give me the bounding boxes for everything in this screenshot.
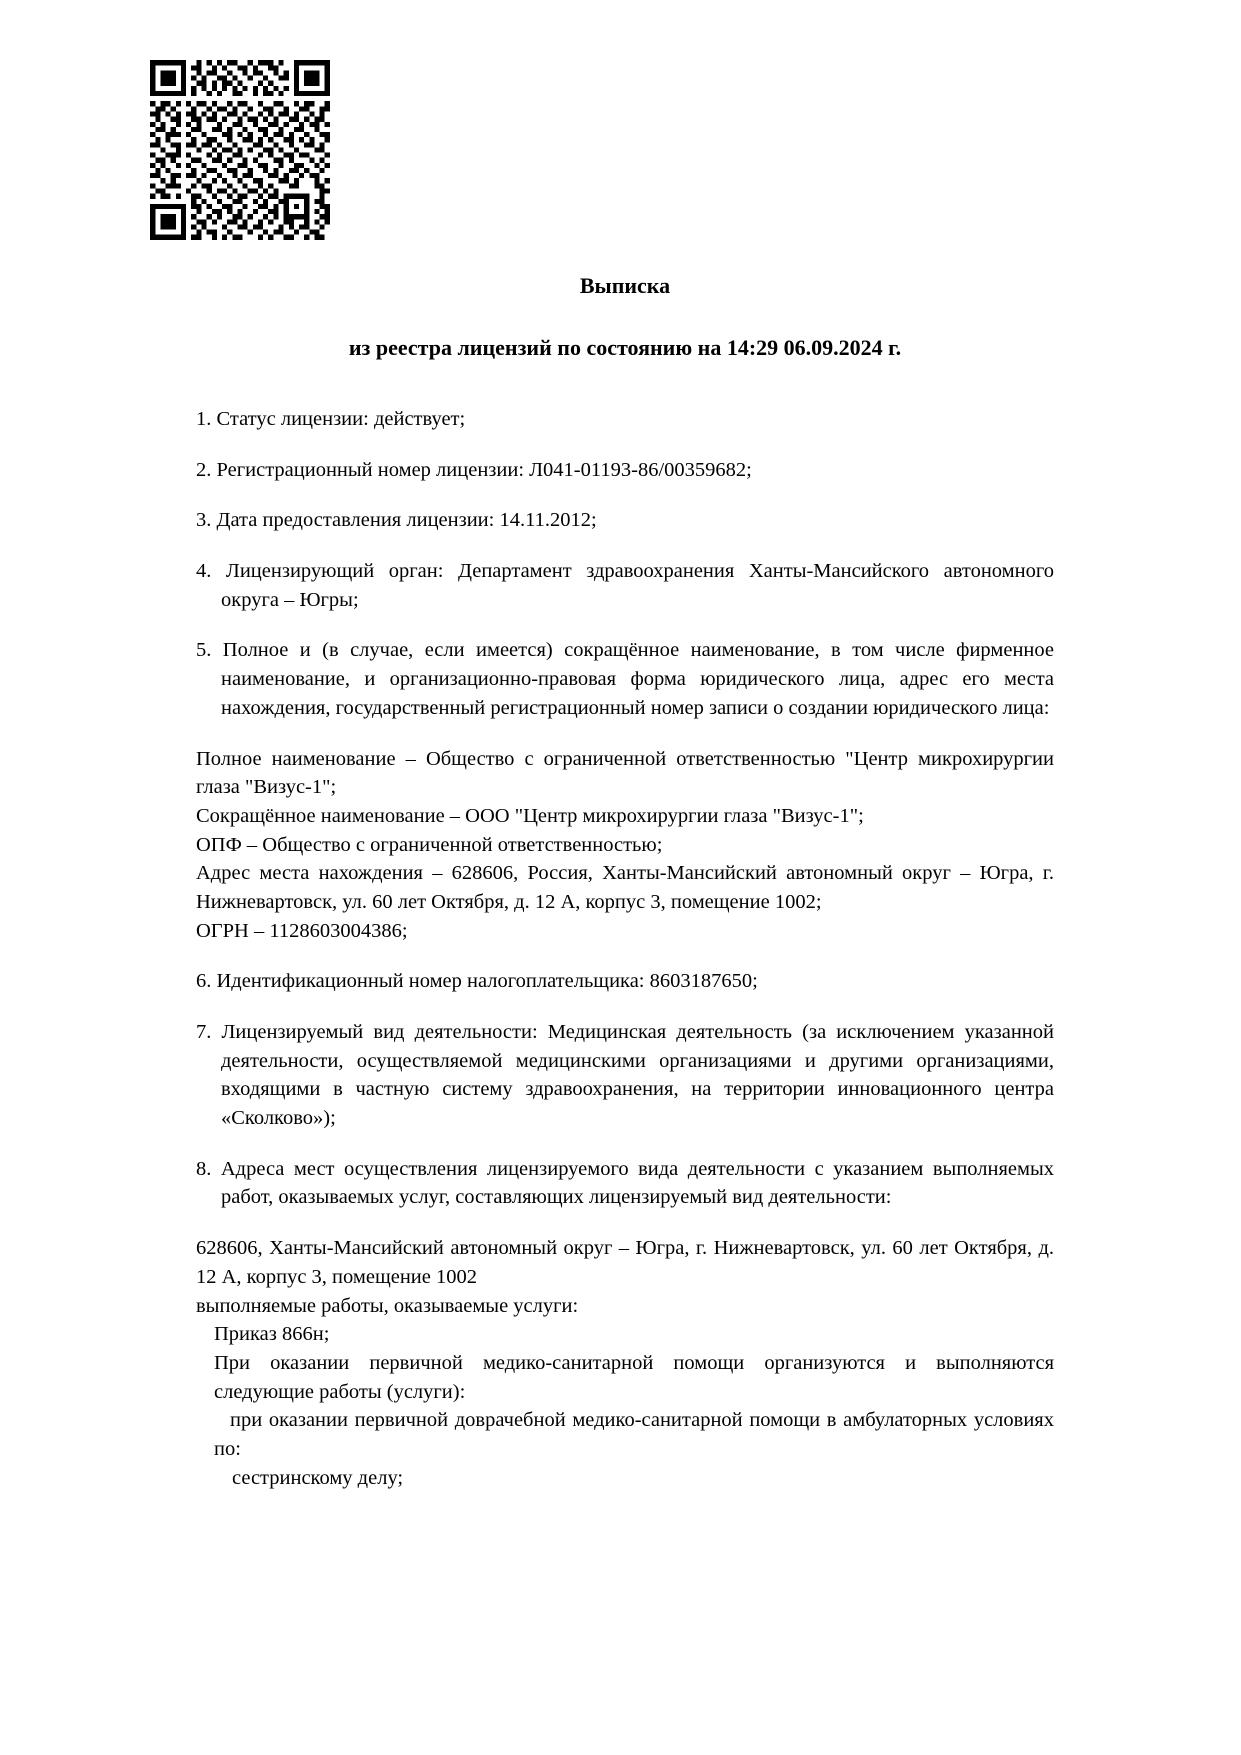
qr-code-icon: [145, 55, 335, 245]
taxpayer-inn: 6. Идентификационный номер налогоплательщика: 8603187650;: [196, 970, 758, 993]
activity-address: 628606, Ханты-Мансийский автономный округ – Югра, г. Нижневартовск, ул. 60 лет Октября, д. 12 А, корпус 3, помещение 1002: [196, 1237, 1054, 1288]
license-issue-date: 3. Дата предоставления лицензии: 14.11.2012;: [196, 509, 597, 532]
entity-address: Адрес места нахождения – 628606, Россия, Ханты-Мансийский автономный округ – Югра, г. Нижневартовск, ул. 60 лет Октября, д. 12 А, корпус 3, помещение 1002;: [196, 862, 1054, 913]
entity-name-heading: 5. Полное и (в случае, если имеется) сокращённое наименование, в том числе фирменное наименование, и организационно-правовая форма юридического лица, адрес его места нахождения, государственный регистрационный номер записи о создании юридического лица:: [196, 639, 1054, 719]
pre-medical-care-text: при оказании первичной доврачебной медико-санитарной помощи в амбулаторных условиях по:: [214, 1409, 1054, 1460]
works-services-header: выполняемые работы, оказываемые услуги:: [196, 1294, 579, 1317]
entity-legal-form: ОПФ – Общество с ограниченной ответственностью;: [196, 833, 663, 856]
activity-addresses-heading: 8. Адреса мест осуществления лицензируемого вида деятельности с указанием выполняемых работ, оказываемых услуг, составляющих лицензируемый вид деятельности:: [196, 1157, 1054, 1209]
entity-details: [196, 745, 1054, 946]
page-title: Выписка: [579, 273, 671, 298]
entity-full-name: Полное наименование – Общество с ограниченной ответственностью "Центр микрохирургии глаза "Визус-1";: [196, 747, 1054, 799]
licensed-activity-type: 7. Лицензируемый вид деятельности: Медицинская деятельность (за исключением указанной деятельности, осуществляемой медицинскими организациями и другими организациями, входящими в частную систему здравоохранения, на территории инновационного центра «Сколково»);: [196, 1021, 1054, 1130]
license-status: 1. Статус лицензии: действует;: [196, 408, 466, 430]
document-content: [196, 272, 1054, 1492]
primary-care-text: При оказании первичной медико-санитарной помощи организуются и выполняются следующие работы (услуги):: [214, 1351, 1054, 1403]
entity-short-name: Сокращённое наименование – ООО "Центр микрохирургии глаза "Визус-1";: [196, 804, 864, 827]
entity-ogrn: ОГРН – 1128603004386;: [196, 919, 408, 942]
licensing-authority: 4. Лицензирующий орган: Департамент здравоохранения Ханты-Мансийского автономного округа – Югры;: [196, 560, 1054, 611]
nursing-service: сестринскому делу;: [232, 1466, 404, 1489]
page-subtitle: из реестра лицензий по состоянию на 14:29 06.09.2024 г.: [348, 334, 902, 360]
activity-address-block: [196, 1234, 1054, 1492]
license-registration-number: 2. Регистрационный номер лицензии: Л041-01193-86/00359682;: [196, 458, 752, 481]
order-number: Приказ 866н;: [214, 1323, 330, 1346]
